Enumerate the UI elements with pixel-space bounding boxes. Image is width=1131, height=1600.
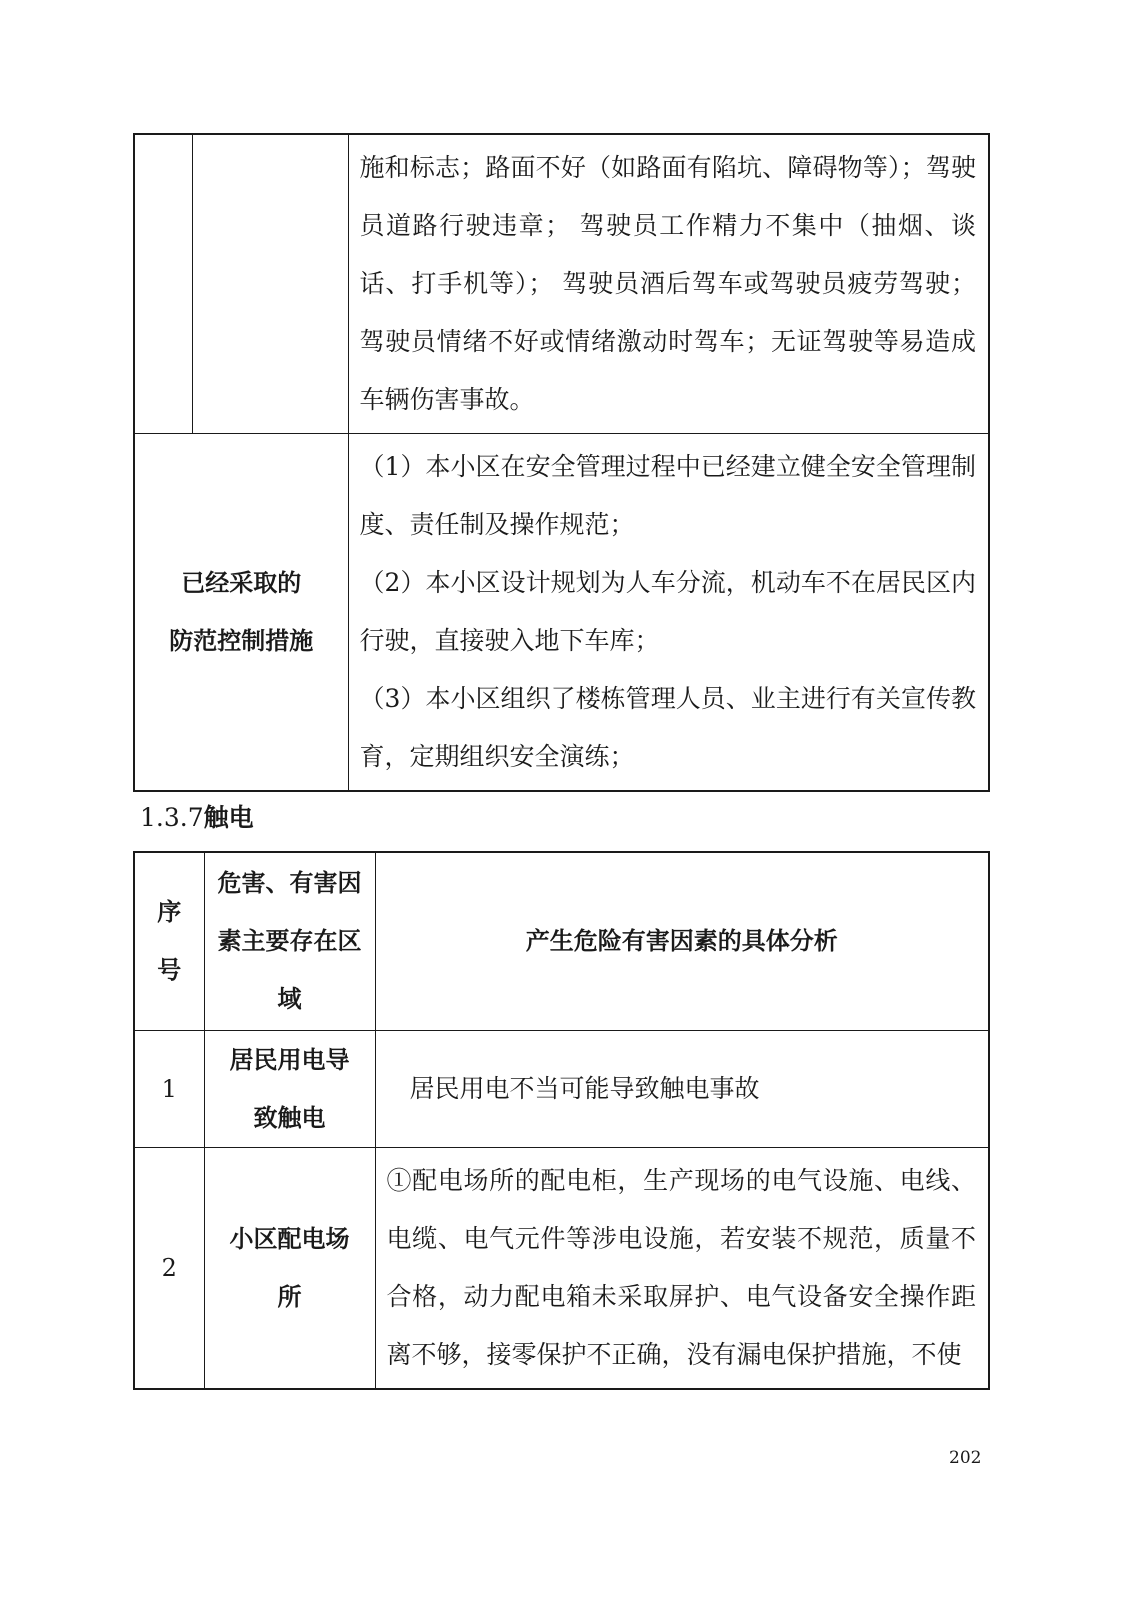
empty-cell-area	[192, 134, 348, 434]
header-area: 危害、有害因素主要存在区域	[217, 869, 362, 1014]
row2-area: 小区配电场所	[229, 1224, 350, 1311]
row2-no-cell	[134, 1147, 204, 1389]
page-number: 202	[949, 1448, 982, 1468]
measures-label-line1: 已经采取的	[181, 569, 302, 597]
measures-content-cell	[348, 434, 989, 792]
empty-cell-seq	[134, 134, 192, 434]
hazard-table-continued	[133, 133, 990, 792]
row1-analysis: 居民用电不当可能导致触电事故	[409, 1073, 760, 1103]
row1-no: 1	[161, 1074, 177, 1103]
section-title: 触电	[203, 803, 254, 832]
measures-label-line2: 防范控制措施	[169, 627, 314, 655]
measures-label-cell	[134, 434, 348, 792]
continuation-text: 施和标志；路面不好（如路面有陷坑、障碍物等）；驾驶员道路行驶违章； 驾驶员工作精力不集中（抽烟、谈话、打手机等）； 驾驶员酒后驾车或驾驶员疲劳驾驶； 驾驶员情绪不好或情绪激动时驾车；无证驾驶等易造成车辆伤害事故。	[359, 153, 976, 414]
row2-no: 2	[161, 1253, 177, 1282]
row2-analysis: ①配电场所的配电柜，生产现场的电气设施、电线、电缆、电气元件等涉电设施，若安装不规范，质量不合格，动力配电箱未采取屏护、电气设备安全操作距离不够，接零保护不正确，没有漏电保护措施，不使	[386, 1165, 976, 1369]
row2-analysis-cell	[375, 1147, 989, 1389]
section-heading	[140, 800, 254, 836]
row2-area-cell	[204, 1147, 375, 1389]
continuation-cell	[348, 134, 989, 434]
measures-label	[135, 554, 348, 670]
header-seq: 序号	[157, 898, 182, 985]
row1-area-cell	[204, 1030, 375, 1147]
row1-no-cell	[134, 1030, 204, 1147]
header-analysis-cell	[375, 852, 989, 1030]
measure-item-2: （2）本小区设计规划为人车分流，机动车不在居民区内行驶，直接驶入地下车库；	[359, 568, 976, 655]
row1-area: 居民用电导致触电	[229, 1045, 350, 1132]
measure-item-3: （3）本小区组织了楼栋管理人员、业主进行有关宣传教育，定期组织安全演练；	[359, 684, 976, 771]
header-seq-cell	[134, 852, 204, 1030]
header-area-cell	[204, 852, 375, 1030]
row1-analysis-cell	[375, 1030, 989, 1147]
electric-shock-hazard-table	[133, 851, 990, 1390]
measures-list	[349, 434, 989, 790]
section-number: 1.3.7	[140, 803, 204, 832]
measure-item-1: （1）本小区在安全管理过程中已经建立健全安全管理制度、责任制及操作规范；	[359, 452, 976, 539]
header-analysis: 产生危险有害因素的具体分析	[525, 927, 838, 956]
